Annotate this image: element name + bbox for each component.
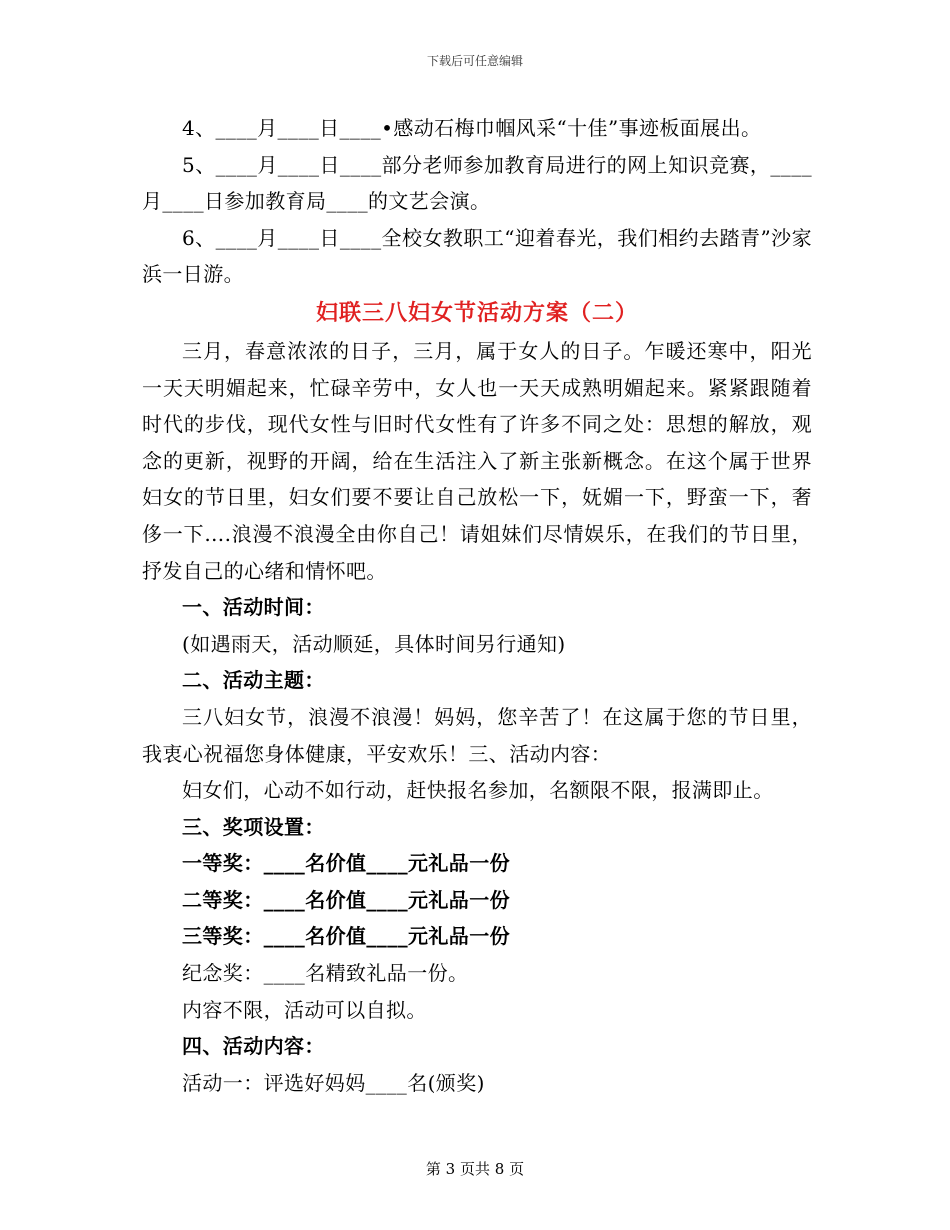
activity-one: 活动一：评选好妈妈____名(颁奖): [182, 1070, 485, 1095]
award-third-prize: 三等奖：____名价值____元礼品一份: [182, 924, 510, 949]
heading-awards: 三、奖项设置：: [182, 814, 325, 839]
heading-activity-theme: 二、活动主题：: [182, 668, 325, 693]
activity-time-note: (如遇雨天，活动顺延，具体时间另行通知): [182, 631, 566, 656]
heading-activity-time: 一、活动时间：: [182, 595, 325, 620]
paragraph-item-6: 6、____月____日____全校女教职工“迎着春光，我们相约去踏青”沙家浜一日游。: [142, 225, 812, 287]
document-body: [142, 110, 812, 1101]
intro-paragraph: 三月，春意浓浓的日子，三月，属于女人的日子。乍暖还寒中，阳光一天天明媚起来，忙碌辛劳中，女人也一天天成熟明媚起来。紧紧跟随着时代的步伐，现代女性与旧时代女性有了许多不同之处：思想的解放，观念的更新，视野的开阔，给在生活注入了新主张新概念。在这个属于世界妇女的节日里，妇女们要不要让自己放松一下，妩媚一下，野蛮一下，奢侈一下….浪漫不浪漫全由你自己！请姐妹们尽情娱乐，在我们的节日里，抒发自己的心绪和情怀吧。: [142, 338, 812, 583]
section-title: 妇联三八妇女节活动方案（二）: [315, 299, 638, 326]
paragraph-item-4: 4、____月____日____•感动石梅巾帼风采“十佳”事迹板面展出。: [182, 116, 762, 140]
award-first-prize: 一等奖：____名价值____元礼品一份: [182, 851, 510, 876]
paragraph-item-5: 5、____月____日____部分老师参加教育局进行的网上知识竞赛，____月____日参加教育局____的文艺会演。: [142, 152, 812, 214]
award-second-prize: 二等奖：____名价值____元礼品一份: [182, 887, 510, 912]
page-footer: 第 3 页共 8 页: [425, 1160, 525, 1178]
heading-activity-content: 四、活动内容：: [182, 1034, 325, 1059]
activity-theme-text: 三八妇女节，浪漫不浪漫！妈妈，您辛苦了！在这属于您的节日里，我衷心祝福您身体健康，平安欢乐！三、活动内容：: [142, 704, 812, 766]
page-header: 下载后可任意编辑: [426, 54, 523, 68]
signup-text: 妇女们，心动不如行动，赶快报名参加，名额限不限，报满即止。: [182, 778, 774, 803]
content-note: 内容不限，活动可以自拟。: [182, 997, 427, 1022]
award-souvenir: 纪念奖：____名精致礼品一份。: [182, 961, 469, 986]
